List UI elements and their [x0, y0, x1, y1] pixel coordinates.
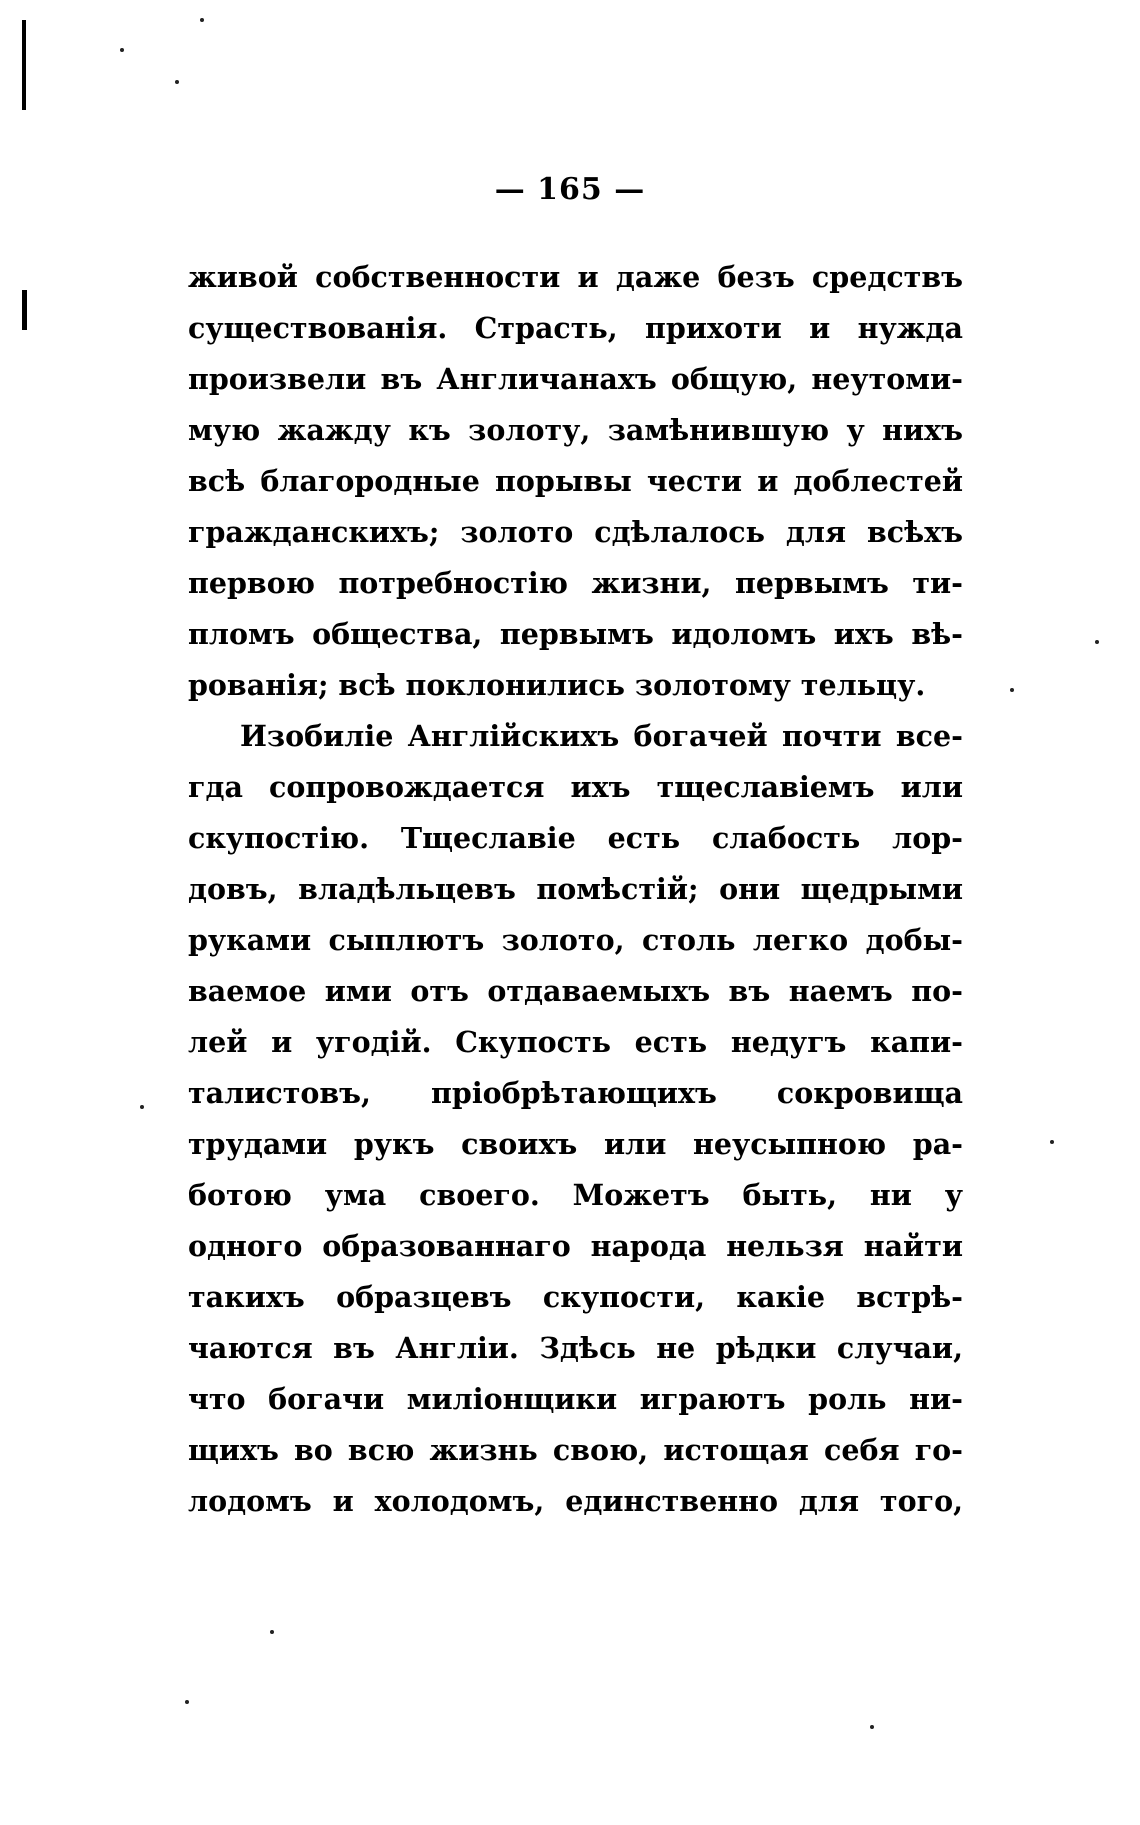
- text-line: одного образованнаго народа нельзя найти: [188, 1229, 963, 1263]
- scan-edge-mark: [22, 290, 27, 330]
- text-line: пломъ общества, первымъ идоломъ ихъ вѣ-: [188, 617, 963, 651]
- text-line: чаются въ Англіи. Здѣсь не рѣдки случаи,: [188, 1331, 963, 1365]
- scan-speck: [185, 1700, 189, 1704]
- text-line: ваемое ими отъ отдаваемыхъ въ наемъ по-: [188, 974, 963, 1008]
- text-line: гда сопровождается ихъ тщеславіемъ или: [188, 770, 963, 804]
- text-line: существованія. Страсть, прихоти и нужда: [188, 311, 963, 345]
- text-line: руками сыплютъ золото, столь легко добы-: [188, 923, 963, 957]
- text-line: довъ, владѣльцевъ помѣстій; они щедрыми: [188, 872, 963, 906]
- scan-speck: [1010, 688, 1014, 692]
- text-line: всѣ благородные порывы чести и доблестей: [188, 464, 963, 498]
- text-line: талистовъ, пріобрѣтающихъ сокровища: [188, 1076, 963, 1110]
- text-line: ботою ума своего. Можетъ быть, ни у: [188, 1178, 963, 1212]
- text-line: произвели въ Англичанахъ общую, неутоми-: [188, 362, 963, 396]
- text-line: такихъ образцевъ скупости, какіе встрѣ-: [188, 1280, 963, 1314]
- text-line: лодомъ и холодомъ, единственно для того,: [188, 1484, 963, 1518]
- text-line: что богачи миліонщики играютъ роль ни-: [188, 1382, 963, 1416]
- text-line: рованія; всѣ поклонились золотому тельцу.: [188, 668, 926, 702]
- text-line: живой собственности и даже безъ средствъ: [188, 260, 963, 294]
- text-line: лей и угодій. Скупость есть недугъ капи-: [188, 1025, 963, 1059]
- scan-speck: [1095, 640, 1099, 644]
- scan-speck: [1050, 1140, 1054, 1144]
- text-line: Изобиліе Англійскихъ богачей почти все-: [240, 719, 963, 753]
- text-line: гражданскихъ; золото сдѣлалось для всѣхъ: [188, 515, 963, 549]
- scan-speck: [175, 80, 179, 84]
- scan-speck: [120, 48, 124, 52]
- scan-speck: [870, 1725, 874, 1729]
- scan-speck: [200, 18, 204, 22]
- text-line: скупостію. Тщеславіе есть слабость лор-: [188, 821, 963, 855]
- page-number: — 165 —: [494, 172, 646, 207]
- text-line: первою потребностію жизни, первымъ ти-: [188, 566, 963, 600]
- text-line: мую жажду къ золоту, замѣнившую у нихъ: [188, 413, 963, 447]
- scan-speck: [270, 1630, 274, 1634]
- body-text: [188, 252, 963, 1527]
- scan-edge-mark: [22, 20, 26, 110]
- text-line: щихъ во всю жизнь свою, истощая себя го-: [188, 1433, 963, 1467]
- scan-speck: [140, 1105, 144, 1109]
- text-line: трудами рукъ своихъ или неусыпною ра-: [188, 1127, 963, 1161]
